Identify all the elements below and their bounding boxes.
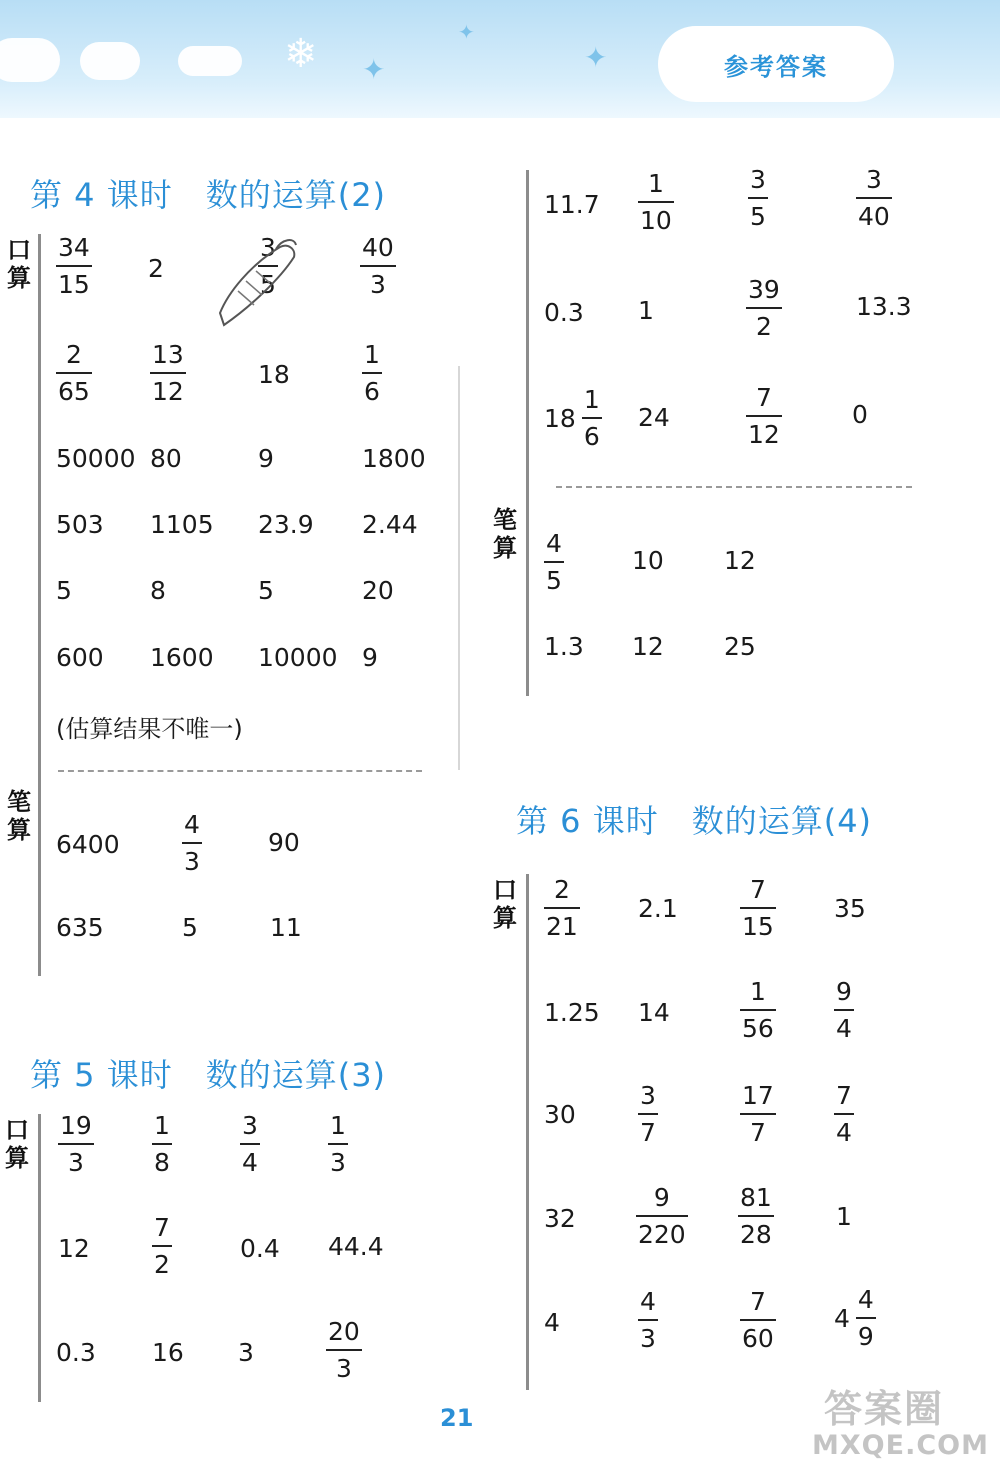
answer-value: 5 xyxy=(182,913,198,942)
column-divider xyxy=(458,366,460,770)
lesson4-written-label: 笔算 xyxy=(7,788,31,844)
answer-value: 0.4 xyxy=(240,1234,280,1263)
header-banner xyxy=(0,0,1000,118)
answer-fraction: $\frac{7}{12}$ xyxy=(748,383,780,449)
answer-value: 4 xyxy=(544,1308,560,1337)
answer-fraction: $\frac{3}{4}$ xyxy=(242,1111,258,1177)
snowflake-icon: ❄ xyxy=(284,31,318,77)
answer-fraction: $\frac{1}{56}$ xyxy=(742,977,774,1043)
lesson4-divider xyxy=(38,234,41,976)
answer-value: 23.9 xyxy=(258,510,314,539)
section-separator xyxy=(58,770,422,772)
answer-value: 9 xyxy=(258,444,274,473)
answer-mixed-number: 4 $\frac{4}{9}$ xyxy=(834,1285,874,1351)
answer-value: 10 xyxy=(632,546,664,575)
answer-fraction: $\frac{7}{15}$ xyxy=(742,875,774,941)
lesson5-divider xyxy=(38,1114,41,1402)
answer-fraction: $\frac{2}{21}$ xyxy=(546,875,578,941)
answer-fraction: $\frac{7}{4}$ xyxy=(836,1081,852,1147)
answer-fraction: $\frac{3}{5}$ xyxy=(750,165,766,231)
lesson5-title: 第 5 课时 数的运算(3) xyxy=(30,1056,387,1094)
answer-value: 2.1 xyxy=(638,894,678,923)
answer-value: 11.7 xyxy=(544,190,600,219)
lesson6-oral-label: 口算 xyxy=(493,876,517,932)
answer-fraction: $\frac{7}{60}$ xyxy=(742,1287,774,1353)
answer-fraction: $\frac{2}{65}$ xyxy=(58,340,90,406)
lesson5-written-label: 笔算 xyxy=(493,506,517,562)
answer-fraction: $\frac{40}{3}$ xyxy=(362,233,394,299)
answer-value: 1800 xyxy=(362,444,426,473)
watermark-logo: 答案圈 xyxy=(824,1387,945,1431)
answer-value: 24 xyxy=(638,403,670,432)
answer-fraction: $\frac{4}{5}$ xyxy=(546,529,562,595)
answer-value: 12 xyxy=(724,546,756,575)
sparkle-icon: ✦ xyxy=(458,20,475,44)
answer-value: 1.3 xyxy=(544,632,584,661)
answer-value: 32 xyxy=(544,1204,576,1233)
answer-fraction: $\frac{9}{4}$ xyxy=(836,977,852,1043)
answer-value: 20 xyxy=(362,576,394,605)
answer-fraction: $\frac{39}{2}$ xyxy=(748,275,780,341)
section-separator xyxy=(556,486,912,488)
lesson5-oral-label: 口算 xyxy=(5,1116,29,1172)
answer-value: 44.4 xyxy=(328,1232,384,1261)
answer-fraction: $\frac{7}{2}$ xyxy=(154,1213,170,1279)
answer-fraction: $\frac{1}{8}$ xyxy=(154,1111,170,1177)
lesson4-oral-label: 口算 xyxy=(7,236,31,292)
answer-value: 5 xyxy=(56,576,72,605)
sparkle-icon: ✦ xyxy=(362,53,386,86)
cloud-decoration xyxy=(0,38,60,82)
answer-fraction: $\frac{1}{6}$ xyxy=(364,340,380,406)
pencil-doodle-icon xyxy=(210,235,300,335)
answer-fraction: $\frac{17}{7}$ xyxy=(742,1081,774,1147)
answer-value: 8 xyxy=(150,576,166,605)
answer-value: 9 xyxy=(362,643,378,672)
answer-value: 14 xyxy=(638,998,670,1027)
answer-value: 0.3 xyxy=(56,1338,96,1367)
answer-fraction: $\frac{1}{3}$ xyxy=(330,1111,346,1177)
sparkle-icon: ✦ xyxy=(584,41,608,74)
answer-value: 1.25 xyxy=(544,998,600,1027)
answer-value: 503 xyxy=(56,510,104,539)
answer-value: 1105 xyxy=(150,510,214,539)
answer-value: 50000 xyxy=(56,444,136,473)
answer-fraction: $\frac{13}{12}$ xyxy=(152,340,184,406)
lesson6-title: 第 6 课时 数的运算(4) xyxy=(516,802,873,840)
answer-value: 2 xyxy=(148,254,164,283)
answer-fraction: $\frac{9}{220}$ xyxy=(638,1183,686,1249)
answer-value: 0.3 xyxy=(544,298,584,327)
answer-value: 1 xyxy=(836,1202,852,1231)
lesson6-divider xyxy=(526,874,529,1390)
answer-value: 3 xyxy=(238,1338,254,1367)
answer-fraction: $\frac{20}{3}$ xyxy=(328,1317,360,1383)
answer-fraction: $\frac{1}{10}$ xyxy=(640,169,672,235)
answer-value: 16 xyxy=(152,1338,184,1367)
answer-fraction: $\frac{3}{5}$ xyxy=(260,233,276,299)
answer-value: 13.3 xyxy=(856,292,912,321)
answer-key-badge xyxy=(658,26,894,102)
answer-value: 600 xyxy=(56,643,104,672)
answer-value: 12 xyxy=(632,632,664,661)
answer-fraction: $\frac{19}{3}$ xyxy=(60,1111,92,1177)
lesson4-title: 第 4 课时 数的运算(2) xyxy=(30,176,387,214)
answer-value: 10000 xyxy=(258,643,338,672)
estimate-note: (估算结果不唯一) xyxy=(56,715,243,743)
answer-value: 18 xyxy=(258,360,290,389)
answer-fraction: $\frac{34}{15}$ xyxy=(58,233,90,299)
answer-fraction: $\frac{3}{40}$ xyxy=(858,165,890,231)
answer-value: 635 xyxy=(56,913,104,942)
answer-fraction: $\frac{4}{3}$ xyxy=(640,1287,656,1353)
answer-value: 35 xyxy=(834,894,866,923)
answer-value: 25 xyxy=(724,632,756,661)
answer-mixed-number: 18 $\frac{1}{6}$ xyxy=(544,385,600,451)
answer-fraction: $\frac{81}{28}$ xyxy=(740,1183,772,1249)
answer-value: 90 xyxy=(268,828,300,857)
answer-value: 6400 xyxy=(56,830,120,859)
answer-value: 11 xyxy=(270,913,302,942)
answer-value: 1600 xyxy=(150,643,214,672)
answer-fraction: $\frac{4}{3}$ xyxy=(184,810,200,876)
cloud-decoration xyxy=(178,46,242,76)
answer-value: 0 xyxy=(852,400,868,429)
answer-value: 80 xyxy=(150,444,182,473)
answer-value: 2.44 xyxy=(362,510,418,539)
watermark-url: MXQE.COM xyxy=(812,1430,989,1461)
answer-key-label: 参考答案 xyxy=(724,52,828,81)
answer-value: 30 xyxy=(544,1100,576,1129)
cloud-decoration xyxy=(80,42,140,80)
page-number: 21 xyxy=(440,1404,474,1432)
answer-value: 12 xyxy=(58,1234,90,1263)
lesson5-right-divider xyxy=(526,170,529,696)
answer-value: 1 xyxy=(638,296,654,325)
answer-value: 5 xyxy=(258,576,274,605)
answer-fraction: $\frac{3}{7}$ xyxy=(640,1081,656,1147)
